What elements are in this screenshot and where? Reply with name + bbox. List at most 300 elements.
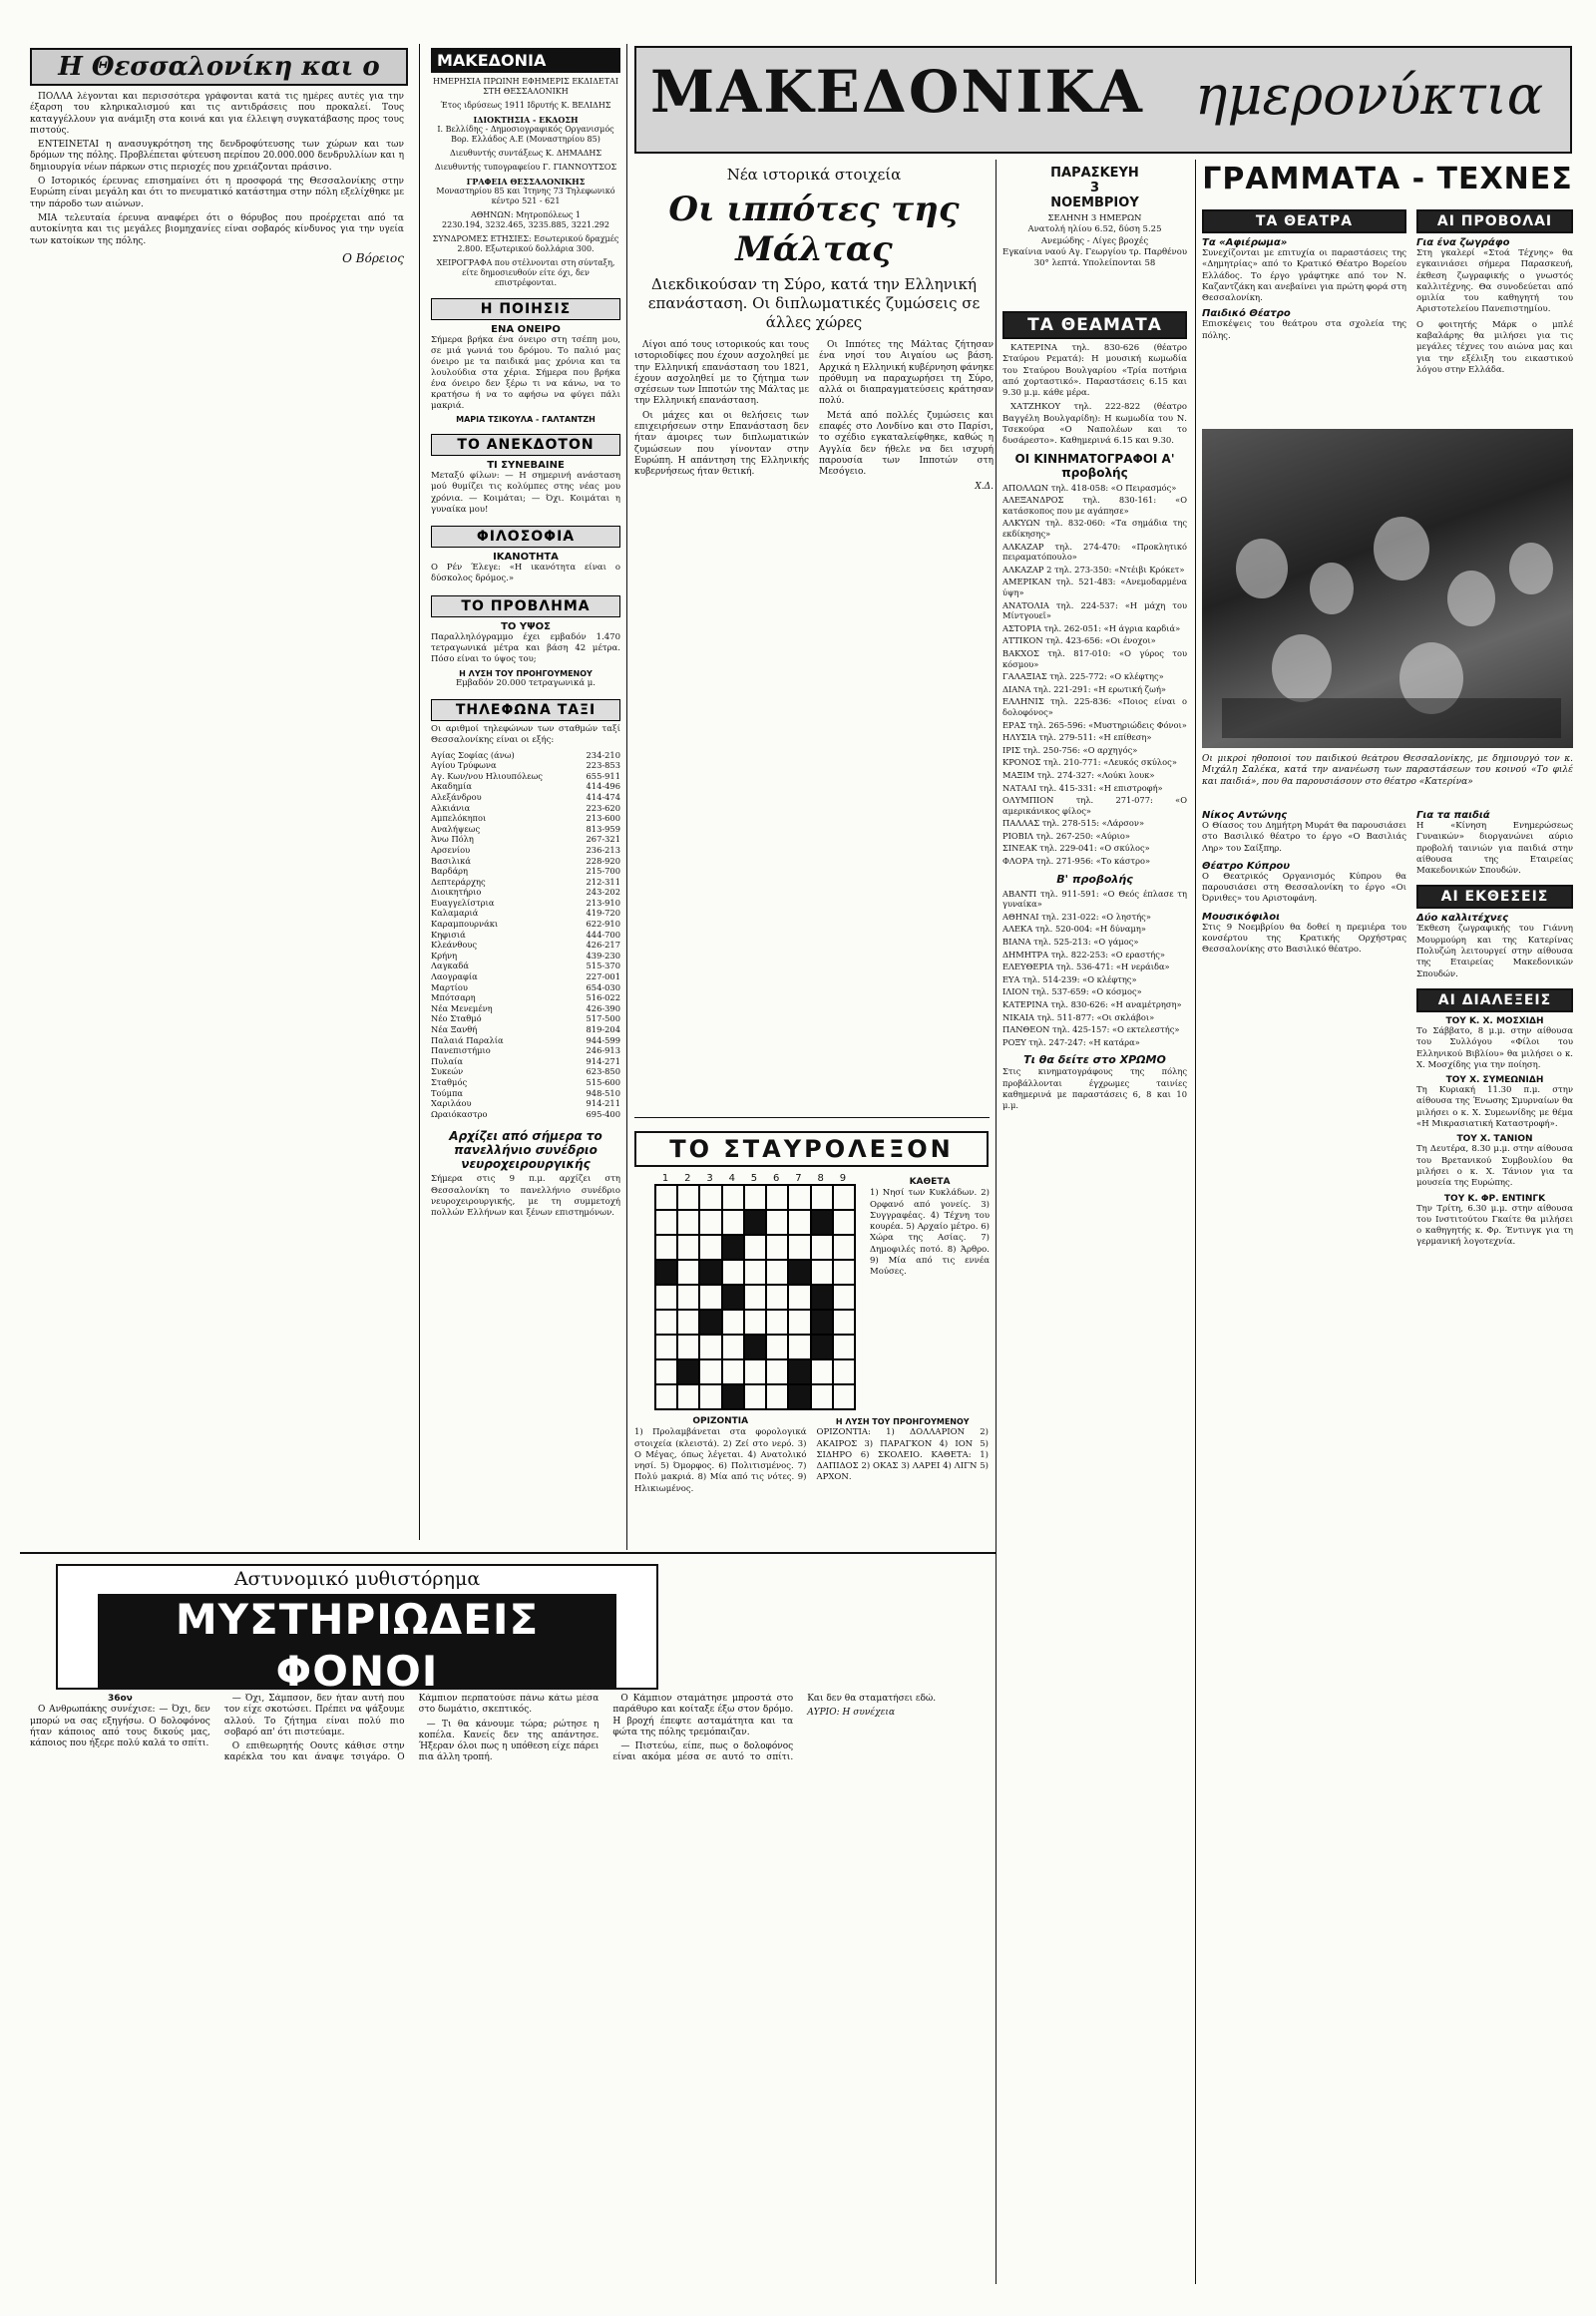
thessaloniki-article [30, 92, 404, 1528]
lecture-text: Την Τρίτη, 6.30 μ.μ. στην αίθουσα του Ινστιτούτου Γκαίτε θα μιλήσει ο καθηγητής κ. Φρ. Έντινγκ για τη γερμανική λογοτεχνία. [1416, 1203, 1573, 1248]
serial-paragraph: Ο επιθεωρητής Οουτς κάθισε στην καρέκλα του και άναψε τσιγάρο. Ο Κάμπιον περπατούσε πάνω κάτω μέσα στο δωμάτιο, σκεπτικός. [223, 1694, 599, 1763]
crossword-cell [722, 1285, 744, 1310]
lecture-text: Τη Δευτέρα, 8.30 μ.μ. στην αίθουσα του Βρετανικού Συμβουλίου θα μιλήσει ο κ. Χ. Τάνιον για τα μουσεία της Ευρώπης. [1416, 1144, 1573, 1189]
taxi-station: Τούμπα [431, 1087, 464, 1098]
kids-text: Η «Κίνηση Ενημερώσεως Γυναικών» διοργανώνει αύριο προβολή ταινιών για παιδιά στην αίθουσα της Εταιρείας Μακεδονικών Σπουδών. [1416, 821, 1573, 877]
article-paragraph: Οι Ιππότες της Μάλτας ζήτησαν ένα νησί του Αιγαίου ως βάση. Αρχικά η Ελληνική κυβέρνηση φάνηκε πρόθυμη να παραχωρήσει τη Σύρο, αλλά οι διαπραγματεύσεις κράτησαν πολύ. [819, 340, 994, 407]
cinema-listing: ΑΛΕΚΑ τηλ. 520-004: «Η δύναμη» [1002, 924, 1146, 935]
masthead-print: Διευθυντής τυπογραφείου Γ. ΓΙΑΝΝΟΥΤΣΟΣ [434, 163, 617, 172]
taxi-phone: 215-700 [586, 866, 620, 877]
arts-shows-header: ΑΙ ΠΡΟΒΟΛΑΙ [1416, 209, 1573, 233]
article-paragraph: Μετά από πολλές ζυμώσεις και επαφές στο Λονδίνο και στο Παρίσι, το σχέδιο εγκαταλείφθηκε, καθώς η Αγγλία δεν ήθελε να δει ισχυρή παρουσία των Ιπποτών στη Μεσόγειο. [819, 410, 994, 478]
spectacles-header: ΤΑ ΘΕΑΜΑΤΑ [1002, 311, 1187, 339]
cinema-list [1002, 483, 1187, 867]
masthead-director: Διευθυντής συντάξεως Κ. ΔΗΜΑΔΗΣ [449, 149, 601, 158]
taxi-station: Ευαγγελίστρια [431, 897, 495, 908]
taxi-phone: 515-600 [586, 1076, 620, 1087]
taxi-station: Πυλαία [431, 1055, 463, 1066]
taxi-row [431, 1013, 620, 1024]
taxi-station: Ακαδημία [431, 781, 472, 792]
crossword-cell [699, 1185, 721, 1210]
photo-figures [1202, 429, 1573, 748]
problem-header: ΤΟ ΠΡΟΒΛΗΜΑ [431, 595, 620, 617]
poetry-author: ΜΑΡΙΑ ΤΣΙΚΟΥΛΑ - ΓΑΛΤΑΝΤΖΗ [456, 415, 596, 424]
crossword-cell [677, 1260, 699, 1285]
taxi-phone: 227-001 [586, 971, 620, 982]
crossword-cell [655, 1310, 677, 1335]
cyprus-text: Ο Θεατρικός Οργανισμός Κύπρου θα παρουσιάσει στη Θεσσαλονίκη το έργο «Οι Όρνιθες» του Αριστοφάνη. [1202, 871, 1406, 905]
music-title: Μουσικόφιλοι [1202, 911, 1281, 923]
lecture-text: Τη Κυριακή 11.30 π.μ. στην αίθουσα της Ένωσης Σμυρναίων θα μιλήσει ο κ. Χ. Συμεωνίδης με θέμα «Η Μικρασιατική Καταστροφή». [1416, 1085, 1573, 1130]
article-signature: Ο Βόρειος [342, 250, 404, 265]
serial-header [56, 1564, 658, 1690]
crossword-numbers [654, 1173, 854, 1184]
crossword-solution-label: Η ΛΥΣΗ ΤΟΥ ΠΡΟΗΓΟΥΜΕΝΟΥ [835, 1417, 970, 1426]
taxi-station: Νέα Μενεμένη [431, 1002, 493, 1013]
taxi-station: Ωραιόκαστρο [431, 1108, 488, 1119]
lectures-header: ΑΙ ΔΙΑΛΕΞΕΙΣ [1416, 988, 1573, 1012]
taxi-phone: 515-370 [586, 961, 620, 971]
crossword-cell [655, 1260, 677, 1285]
taxi-row [431, 1024, 620, 1035]
cinema-listing: ΑΛΚΑΖΑΡ τηλ. 274-470: «Προκλητικό πειραματόπουλο» [1002, 541, 1187, 563]
spectacles-column [1002, 311, 1187, 1857]
crossword-cell [766, 1260, 788, 1285]
anecdote-title: ΤΙ ΣΥΝΕΒΑΙΝΕ [487, 460, 565, 471]
cinema-listing: ΑΒΑΝΤΙ τηλ. 911-591: «Ο Θεός έπλασε τη γυναίκα» [1002, 888, 1187, 910]
lecture-text: Το Σάββατο, 8 μ.μ. στην αίθουσα του Συλλόγου «Φίλοι του Ελληνικού Βιβλίου» θα μιλήσει ο κ. Χ. Μοσχίδης για την ποίηση. [1416, 1025, 1573, 1070]
crossword-cell [677, 1310, 699, 1335]
note-text: Σήμερα στις 9 π.μ. αρχίζει στη Θεσσαλονίκη το πανελλήνιο συνέδριο νευροχειρουργικής, με τη συμμετοχή πολλών Ελλήνων και ξένων επιστημόνων. [431, 1174, 620, 1219]
cinema-listing: ΡΙΟΒΙΛ τηλ. 267-250: «Αύριο» [1002, 830, 1130, 841]
taxi-row [431, 951, 620, 962]
arts-shows-text: Στη γκαλερί «Στοά Τέχνης» θα εγκαινιάσει σήμερα Παρασκευή, έκθεση ζωγραφικής ο γνωστός καλλιτέχνης. Θα συνοδεύεται από ομιλία του καθηγητή του Αριστοτελείου Πανεπιστημίου. [1416, 248, 1573, 315]
cinema-listing: ΓΑΛΑΞΙΑΣ τηλ. 225-772: «Ο κλέφτης» [1002, 671, 1164, 682]
crossword-cell [699, 1359, 721, 1384]
crossword-column-number: 9 [839, 1173, 847, 1184]
taxi-row [431, 1088, 620, 1099]
crossword-cell [699, 1285, 721, 1310]
arts-right-lower [1416, 810, 1573, 2256]
article-paragraph: Λίγοι από τους ιστορικούς και τους ιστοριοδίφες που έχουν ασχοληθεί με την Ελληνική επανάσταση του 1821, έχουν ασχοληθεί με το ζήτημα των σχέσεων των Ιπποτών της Μάλτας με την Ελληνική επανάσταση. [634, 340, 809, 407]
taxi-row [431, 992, 620, 1003]
taxi-row [431, 781, 620, 792]
article-paragraph: ΜΙΑ τελευταία έρευνα αναφέρει ότι ο θόρυβος που προέρχεται από τα αυτοκίνητα και τις μεγάλες βιομηχανίες είναι σοβαρός κίνδυνος για την υγεία των κατοίκων της πόλης. [30, 212, 404, 246]
taxi-station: Αγ. Κων/νου Ηλιουπόλεως [431, 770, 543, 781]
lecture-title: ΤΟΥ Χ. ΣΥΜΕΩΝΙΔΗ [1445, 1075, 1544, 1086]
crossword-cell [722, 1359, 744, 1384]
crossword-cell [788, 1185, 810, 1210]
crossword-cell [677, 1210, 699, 1235]
crossword-cell [722, 1310, 744, 1335]
article-paragraph: Οι μάχες και οι θελήσεις των επιχειρήσεων στην Επανάσταση δεν ήταν άμοιρες των διπλωματικών ζυμώσεων που γίνονταν στην Ευρώπη. Η απάντηση της Ελληνικής κυβερνήσεως ήταν θετική. [634, 410, 809, 478]
taxi-phone: 236-213 [586, 844, 620, 855]
taxi-phone: 914-211 [586, 1098, 620, 1109]
taxi-station: Νέα Ξανθή [431, 1024, 478, 1034]
poetry-title: ΕΝΑ ΟΝΕΙΡΟ [491, 324, 561, 335]
day-month: ΝΟΕΜΒΡΙΟΥ [1050, 195, 1139, 210]
article-paragraph: Ο Ιστορικός έρευνας επισημαίνει ότι η προσφορά της Θεσσαλονίκης στην Ευρώπη είναι μεγάλη και ότι το πνευματικό κατάστημα στην πόλη εξελίχθηκε με την πάροδο των αιώνων. [30, 177, 404, 209]
taxi-station: Κλεάνθους [431, 940, 478, 951]
masthead-subtitle: ΗΜΕΡΗΣΙΑ ΠΡΩΙΝΗ ΕΦΗΜΕΡΙΣ ΕΚΔΙΔΕΤΑΙ ΣΤΗ ΘΕΣΣΑΛΟΝΙΚΗ [433, 77, 618, 96]
crossword-cell [788, 1310, 810, 1335]
taxi-phone: 212-311 [586, 876, 620, 887]
lecture-title: ΤΟΥ Χ. ΤΑΝΙΟΝ [1456, 1134, 1533, 1145]
taxi-station: Καλαμαριά [431, 908, 479, 919]
music-text: Στις 9 Νοεμβρίου θα δοθεί η πρεμιέρα του κονσέρτου της Κρατικής Ορχήστρας Θεσσαλονίκης στο Βασιλικό θέατρο. [1202, 922, 1406, 956]
cinema-listing: ΠΑΝΘΕΟΝ τηλ. 425-157: «Ο εκτελεστής» [1002, 1024, 1180, 1035]
day-box [1002, 166, 1187, 305]
crossword-grid [654, 1184, 856, 1410]
taxi-phone: 948-510 [586, 1087, 620, 1098]
taxi-row [431, 919, 620, 930]
crossword-cell [811, 1285, 833, 1310]
cyprus-title: Θέατρο Κύπρου [1202, 860, 1291, 872]
masthead-address: Μοναστηρίου 85 και Ίτηνης 73 Τηλεφωνικό κέντρο 521 - 621 [436, 187, 615, 205]
arts-theatre-title: Τα «Αφιέρωμα» [1202, 237, 1288, 248]
crossword-cell [766, 1384, 788, 1409]
taxi-row [431, 1035, 620, 1046]
crossword-cell [833, 1185, 855, 1210]
crossword-cell [811, 1384, 833, 1409]
taxi-station: Λαογραφία [431, 971, 478, 982]
taxi-station: Αλκιάνια [431, 802, 471, 813]
crossword-cell [811, 1185, 833, 1210]
masthead-offices: ΓΡΑΦΕΙΑ ΘΕΣΣΑΛΟΝΙΚΗΣ [466, 177, 586, 187]
day-date: 3 [1089, 181, 1100, 195]
crossword-cell [677, 1235, 699, 1260]
crossword-column-number: 7 [795, 1173, 802, 1184]
taxi-header: ΤΗΛΕΦΩΝΑ ΤΑΞΙ [431, 699, 620, 721]
crossword-cell [677, 1359, 699, 1384]
cinema-listing: ΑΜΕΡΙΚΑΝ τηλ. 521-483: «Ανεμοδαρμένα ύψη» [1002, 577, 1187, 598]
taxi-phone: 228-920 [586, 855, 620, 866]
lecture-title: ΤΟΥ Κ. ΦΡ. ΕΝΤΙΝΓΚ [1443, 1193, 1546, 1204]
crossword-column-number: 6 [773, 1173, 780, 1184]
cinema-listing: ΝΑΤΑΛΙ τηλ. 415-331: «Η επιστροφή» [1002, 782, 1163, 793]
masthead-subscriptions: ΣΥΝΔΡΟΜΕΣ ΕΤΗΣΙΕΣ: Εσωτερικού δραχμές 2.800. Εξωτερικού δολλάρια 300. [432, 234, 619, 253]
article-paragraph: ΕΝΤΕΙΝΕΤΑΙ η ανασυγκρότηση της δενδροφύτευσης των χώρων και των δρόμων της πόλης. Προβλέπεται φύτευση περίπου 20.000.000 δενδρυλλίων και η δημιουργία νέων πάρκων στις περιοχές που χρειάζονται πράσινο. [30, 140, 404, 173]
nikos-text: Ο Θίασος του Δημήτρη Μυράτ θα παρουσιάσει στο Βασιλικό θέατρο το έργο «Ο Βασιλιάς Ληρ» του Σαίξπηρ. [1202, 821, 1406, 854]
serial-part: 36ον [107, 1694, 133, 1704]
arts-shows-title: Για ένα ζωγράφο [1416, 237, 1510, 248]
cinema-listing: ΒΑΚΧΟΣ τηλ. 817-010: «Ο γύρος του κόσμου» [1002, 647, 1187, 669]
crossword-column-number: 2 [684, 1173, 691, 1184]
crossword-cell [744, 1335, 766, 1359]
day-weather: Ανεμώδης - Λίγες βροχές [1040, 235, 1149, 246]
arts-header: ΓΡΑΜΜΑΤΑ - ΤΕΧΝΕΣ [1202, 162, 1573, 196]
taxi-station: Αγίου Τρύφωνα [431, 760, 497, 771]
cinema-listing: ΙΡΙΣ τηλ. 250-756: «Ο αρχηγός» [1002, 744, 1138, 755]
cinema-listing: ΕΛΕΥΘΕΡΙΑ τηλ. 536-471: «Η νεράιδα» [1002, 962, 1170, 972]
taxi-phone: 654-030 [586, 981, 620, 992]
arts-left-lower [1202, 810, 1406, 1688]
crossword-cell [655, 1210, 677, 1235]
problem-answer: Εμβαδόν 20.000 τετραγωνικά μ. [456, 677, 596, 688]
taxi-row [431, 961, 620, 971]
crossword-cell [788, 1335, 810, 1359]
malta-kicker: Νέα ιστορικά στοιχεία [726, 166, 902, 184]
crossword-cell [811, 1310, 833, 1335]
taxi-row [431, 930, 620, 941]
taxi-row [431, 877, 620, 888]
taxi-station: Μπότσαρη [431, 992, 476, 1003]
crossword-cell [788, 1384, 810, 1409]
serial-next: ΑΥΡΙΟ: Η συνέχεια [807, 1708, 896, 1719]
section-rule [20, 1552, 996, 1554]
crossword-cell [766, 1359, 788, 1384]
crossword-cell [699, 1310, 721, 1335]
day-moon: ΣΕΛΗΝΗ 3 ΗΜΕΡΩΝ [1047, 213, 1142, 223]
exhibit-title: Δύο καλλιτέχνες [1416, 913, 1509, 925]
cinema-listing: ΑΤΤΙΚΟΝ τηλ. 423-656: «Οι ένοχοι» [1002, 635, 1156, 646]
crossword-cell [744, 1235, 766, 1260]
taxi-row [431, 792, 620, 803]
malta-deck: Διεκδικούσαν τη Σύρο, κατά την Ελληνική επανάσταση. Οι διπλωματικές ζυμώσεις σε άλλες χώρες [647, 275, 981, 331]
taxi-row [431, 898, 620, 909]
taxi-phone: 623-850 [586, 1066, 620, 1077]
crossword-cell [744, 1285, 766, 1310]
malta-signature: Χ.Δ. [975, 481, 994, 492]
taxi-row [431, 940, 620, 951]
crossword-cell [744, 1210, 766, 1235]
crossword-cell [833, 1285, 855, 1310]
cinema-listing: ΑΛΚΑΖΑΡ 2 τηλ. 273-350: «Ντέιβι Κρόκετ» [1002, 564, 1185, 575]
theatre-listing: ΚΑΤΕΡΙΝΑ τηλ. 830-626 (θέατρο Σταύρου Ρεματά): Η μουσική κωμωδία του Σταύρου Βουλγαρίου «Τρία ποτήρια από χορταστικό». Παραστάσεις 6.15 και 9.30 μ.μ. κάθε μέρα. [1002, 343, 1187, 399]
cinema-listing: ΑΝΑΤΟΛΙΑ τηλ. 224-537: «Η μάχη του Μίντγουεϊ» [1002, 599, 1187, 621]
crossword-cell [722, 1260, 744, 1285]
crossword-cell [811, 1260, 833, 1285]
taxi-row [431, 760, 620, 771]
masthead-founded: Έτος ιδρύσεως 1911 Ιδρυτής Κ. ΒΕΛΙΔΗΣ [440, 101, 611, 110]
taxi-row [431, 1003, 620, 1014]
cinema-listing: ΕΡΑΣ τηλ. 265-596: «Μυστηριώδεις Φόνοι» [1002, 719, 1187, 730]
cinema-listing: ΦΛΟΡΑ τηλ. 271-956: «Το κάστρο» [1002, 856, 1151, 867]
taxi-phone: 414-496 [586, 781, 620, 792]
taxi-row [431, 824, 620, 835]
crossword-cell [699, 1384, 721, 1409]
masthead-column [431, 48, 620, 1544]
cinema-listing: ΑΛΕΞΑΝΔΡΟΣ τηλ. 830-161: «Ο κατάσκοπος που με αγάπησε» [1002, 495, 1187, 516]
taxi-phone: 695-400 [586, 1108, 620, 1119]
crossword-cell [722, 1235, 744, 1260]
taxi-station: Βαρδάρη [431, 866, 469, 877]
crossword-cell [766, 1335, 788, 1359]
taxi-station: Μαρτίου [431, 981, 468, 992]
poetry-text: Σήμερα βρήκα ένα όνειρο στη τσέπη μου, σε μιά γωνιά του δρόμου. Το παλιό μας όνειρο με τα παιδικά μας χρόνια και τα λουλούδια στα χέρια. Σήμερα που βρήκα ένα όνειρο δεν ξέρω τι να κάνω, να το κρατήσω ή να το αφήσω να φύγει πάλι μακριά. [431, 335, 620, 411]
philosophy-header: ΦΙΛΟΣΟΦΙΑ [431, 526, 620, 548]
arts-mark-text: Ο φοιτητής Μάρκ ο μπλέ καβαλάρης θα μιλήσει για τις μεγάλες τέχνες του αιώνα μας και για την εξέλιξη του εικαστικού λόγου στην Ελλάδα. [1416, 319, 1573, 375]
banner-title: ΜΑΚΕΔΟΝΙΚΑ [650, 58, 1144, 126]
crossword-cell [655, 1359, 677, 1384]
taxi-row [431, 1109, 620, 1120]
serial-paragraph: Ο Ανθρωπάκης συνέχισε: — Όχι, δεν μπορώ να σας εξηγήσω. Ο δολοφόνος ήταν κάποιος από τους δικούς μας, κάποιος που ήξερε πολύ καλά το σπίτι. [30, 1705, 210, 1749]
section-rule [634, 1117, 990, 1118]
cinema-b-list [1002, 889, 1187, 1048]
taxi-station: Σταθμός [431, 1076, 468, 1087]
taxi-phone: 426-217 [586, 940, 620, 951]
taxi-row [431, 971, 620, 982]
problem-text: Παραλληλόγραμμο έχει εμβαδόν 1.470 τετραγωνικά μέτρα και βάση 42 μέτρα. Πόσο είναι το ύψος του; [431, 631, 620, 665]
problem-title: ΤΟ ΥΨΟΣ [501, 620, 551, 632]
crossword-cell [655, 1235, 677, 1260]
taxi-row [431, 908, 620, 919]
section-banner [634, 46, 1572, 154]
crossword-cell [833, 1359, 855, 1384]
crossword-cell [833, 1384, 855, 1409]
day-sun: Ανατολή ηλίου 6.52, δύση 5.25 [1027, 224, 1162, 235]
cinema-listing: ΕΥΑ τηλ. 514-239: «Ο κλέφτης» [1002, 973, 1137, 984]
taxi-row [431, 813, 620, 824]
cinema-listing: ΝΙΚΑΙΑ τηλ. 511-877: «Οι σκλάβοι» [1002, 1011, 1155, 1022]
crossword-cell [722, 1185, 744, 1210]
masthead-ownership: ΙΔΙΟΚΤΗΣΙΑ - ΕΚΔΟΣΗ [473, 115, 579, 125]
crossword-column-number: 5 [750, 1173, 758, 1184]
malta-article [634, 166, 994, 1103]
taxi-station: Κηφισιά [431, 929, 466, 940]
taxi-station: Νέο Σταθμό [431, 1013, 482, 1024]
column-rule [419, 44, 420, 1540]
cinema-listing: ΑΘΗΝΑΙ τηλ. 231-022: «Ο ληστής» [1002, 911, 1151, 922]
taxi-phone: 622-910 [586, 919, 620, 930]
taxi-phone: 223-853 [586, 760, 620, 771]
crossword-cell [744, 1310, 766, 1335]
crossword-cell [722, 1210, 744, 1235]
taxi-row [431, 1066, 620, 1077]
serial-kicker: Αστυνομικό μυθιστόρημα [233, 1568, 481, 1590]
anecdote-header: ΤΟ ΑΝΕΚΔΟΤΟΝ [431, 434, 620, 456]
day-church: Εγκαίνια ναού Αγ. Γεωργίου τρ. Παρθένου 30° λεπτά. Υπολείπονται 58 [1002, 246, 1187, 269]
serial-paragraph: — Πιστεύω, είπε, πως ο δολοφόνος είναι ακόμα μέσα σε αυτό το σπίτι. Και δεν θα σταματήσει εδώ. [612, 1694, 937, 1763]
crossword-cell [811, 1210, 833, 1235]
column-rule [1195, 160, 1196, 2284]
taxi-station: Διοικητήριο [431, 887, 482, 898]
crossword-cell [699, 1335, 721, 1359]
crossword-column-number: 3 [706, 1173, 713, 1184]
cinema-b-header: Β' προβολής [1056, 872, 1133, 886]
masthead-manuscripts: ΧΕΙΡΟΓΡΑΦΑ που στέλνονται στη σύνταξη, είτε δημοσιευθούν είτε όχι, δεν επιστρέφονται. [436, 258, 615, 287]
crossword-cell [788, 1210, 810, 1235]
crossword-down-label: ΚΑΘΕΤΑ [909, 1177, 951, 1187]
taxi-phone: 813-959 [586, 823, 620, 834]
crossword-cell [722, 1384, 744, 1409]
arts-theatre-text: Συνεχίζονται με επιτυχία οι παραστάσεις της «Δημητρίας» από το Κρατικό Θέατρο Βορείου Ελλάδος. Το έργο γράφτηκε από τον Ν. Καζαντζάκη και ανεβαίνει για πρώτη φορά στη Θεσσαλονίκη. [1202, 248, 1406, 304]
serial-paragraph: Ο Κάμπιον σταμάτησε μπροστά στο παράθυρο και κοίταξε έξω στον δρόμο. Η βροχή έπεφτε ασταμάτητα και τα φώτα της πόλης τρεμόπαιζαν. [612, 1694, 794, 1737]
crossword-title: ΤΟ ΣΤΑΥΡΟΛΕΞΟΝ [634, 1131, 989, 1167]
taxi-row [431, 834, 620, 845]
taxi-station: Αμπελόκηποι [431, 813, 487, 824]
column-rule [996, 160, 997, 2284]
crossword-cell [744, 1185, 766, 1210]
philosophy-title: ΙΚΑΝΟΤΗΤΑ [493, 552, 559, 564]
crossword-cell [699, 1210, 721, 1235]
cinema-header: ΟΙ ΚΙΝΗΜΑΤΟΓΡΑΦΟΙ Α' προβολής [1014, 451, 1175, 480]
cinema-listing: ΠΑΛΛΑΣ τηλ. 278-515: «Λάρσον» [1002, 818, 1145, 829]
taxi-phone: 419-720 [586, 908, 620, 919]
crossword-across [634, 1416, 989, 1546]
poetry-header: Η ΠΟΙΗΣΙΣ [431, 298, 620, 320]
crossword-cell [811, 1335, 833, 1359]
cinema-listing: ΑΣΤΟΡΙΑ τηλ. 262-051: «Η άγρια καρδιά» [1002, 622, 1181, 633]
lecture-title: ΤΟΥ Κ. Χ. ΜΟΣΧΙΔΗ [1445, 1015, 1544, 1026]
arts-theatre-header: ΤΑ ΘΕΑΤΡΑ [1202, 209, 1406, 233]
theatre-listing: ΧΑΤΖΗΚΟΥ τηλ. 222-822 (θέατρο Βαγγέλη Βουλγαρίδη): Η κωμωδία του Ν. Τσεκούρα «Ο Ναπολέων και το δυσάρεστο». Καθημερινά 6.15 και 9.30. [1002, 402, 1187, 447]
crossword-down [870, 1177, 990, 1436]
taxi-phone: 516-022 [586, 992, 620, 1003]
cinema-listing: ΣΙΝΕΑΚ τηλ. 229-041: «Ο σκύλος» [1002, 843, 1150, 854]
crossword-cell [677, 1185, 699, 1210]
crossword-column-number: 4 [728, 1173, 735, 1184]
note-title: Αρχίζει από σήμερα το πανελλήνιο συνέδριο νευροχειρουργικής [449, 1129, 602, 1172]
taxi-station: Κρήνη [431, 950, 458, 961]
banner-subtitle: ημερονύκτια [1195, 64, 1544, 127]
taxi-phone: 267-321 [586, 834, 620, 845]
taxi-station: Αλεξάνδρου [431, 791, 482, 802]
crossword-cell [811, 1235, 833, 1260]
taxi-row [431, 803, 620, 814]
crossword-cell [788, 1260, 810, 1285]
taxi-station: Συκεών [431, 1066, 464, 1077]
taxi-phone: 223-620 [586, 802, 620, 813]
taxi-phone: 944-599 [586, 1034, 620, 1045]
crossword-cell [788, 1359, 810, 1384]
masthead-publisher: Ι. Βελλίδης - Δημοσιογραφικός Οργανισμός Βορ. Ελλάδος Α.Ε (Μοναστηρίου 85) [437, 125, 614, 144]
taxi-phone: 243-202 [586, 887, 620, 898]
problem-answer-label: Η ΛΥΣΗ ΤΟΥ ΠΡΟΗΓΟΥΜΕΝΟΥ [459, 668, 593, 678]
crossword-cell [699, 1235, 721, 1260]
taxi-phone: 213-600 [586, 813, 620, 824]
crossword-cell [655, 1335, 677, 1359]
taxi-phone: 819-204 [586, 1024, 620, 1034]
taxi-station: Βασιλικά [431, 855, 471, 866]
taxi-phone: 246-913 [586, 1045, 620, 1056]
cinema-listing: ΗΛΥΣΙΑ τηλ. 279-511: «Η επίθεση» [1002, 732, 1152, 743]
tv-text: Στις κινηματογράφους της πόλης προβάλλονται έγχρωμες ταινίες καθημερινά με παραστάσεις 6, 8 και 10 μ.μ. [1002, 1066, 1187, 1111]
crossword-cell [744, 1260, 766, 1285]
taxi-station: Αγίας Σοφίας (άνω) [431, 749, 515, 760]
crossword-cell [766, 1285, 788, 1310]
crossword-cell [655, 1285, 677, 1310]
anecdote-text: Μεταξύ φίλων: — Η σημερινή ανάσταση μού θυμίζει τις κολύμπες στης νέας μου χρόνια. — Κοιμάται; — Όχι. Κοιμάται η γυναίκα μου! [431, 471, 620, 515]
taxi-row [431, 856, 620, 867]
crossword-column-number: 1 [661, 1173, 669, 1184]
thessaloniki-title: Η Θεσσαλονίκη και ο [58, 52, 380, 82]
taxi-row [431, 1056, 620, 1067]
taxi-station: Πανεπιστήμιο [431, 1045, 491, 1056]
serial-text [30, 1694, 988, 2292]
crossword-cell [655, 1185, 677, 1210]
taxi-phone: 444-700 [586, 929, 620, 940]
cinema-listing: ΟΛΥΜΠΙΟΝ τηλ. 271-077: «Ο αμερικάνικος φίλος» [1002, 795, 1187, 816]
taxi-phone: 655-911 [586, 770, 620, 781]
crossword-solution: ΟΡΙΖΟΝΤΙΑ: 1) ΔΟΛΛΑΡΙΟΝ 2) ΑΚΑΙΡΟΣ 3) ΠΑΡΑΓΚΟΝ 4) ΙΟΝ 5) ΣΙΔΗΡΟ 6) ΣΚΟΛΕΙΟ. ΚΑΘΕΤΑ: 1) ΔΑΠΙΔΟΣ 2) ΟΚΑΣ 3) ΛΑΡΕΙ 4) ΛΙΓΝ 5) ΑΡΧΟΝ. [816, 1427, 989, 1483]
crossword-cell [677, 1285, 699, 1310]
cinema-listing: ΑΛΚΥΩΝ τηλ. 832-060: «Τα σημάδια της εκδίκησης» [1002, 518, 1187, 540]
cinema-listing: ΕΛΛΗΝΙΣ τηλ. 225-836: «Ποιος είναι ο δολοφόνος» [1002, 696, 1187, 717]
crossword-cell [788, 1235, 810, 1260]
masthead-logo: ΜΑΚΕΔΟΝΙΑ [431, 48, 620, 73]
cinema-listing: ΚΡΟΝΟΣ τηλ. 210-771: «Λευκός σκύλος» [1002, 757, 1177, 768]
cinema-listing: ΡΟΞΥ τηλ. 247-247: «Η κατάρα» [1002, 1036, 1140, 1047]
tv-header: Τι θα δείτε στο ΧΡΩΜΟ [1023, 1053, 1166, 1067]
crossword-cell [722, 1335, 744, 1359]
cinema-listing: ΜΑΞΙΜ τηλ. 274-327: «Λούκι λουκ» [1002, 769, 1155, 780]
cinema-listing: ΚΑΤΕΡΙΝΑ τηλ. 830-626: «Η αναμέτρηση» [1002, 999, 1182, 1010]
exhibit-header: ΑΙ ΕΚΘΕΣΕΙΣ [1416, 885, 1573, 909]
taxi-phone: 914-271 [586, 1055, 620, 1066]
crossword-cell [833, 1210, 855, 1235]
taxi-station: Αρσενίου [431, 844, 471, 855]
